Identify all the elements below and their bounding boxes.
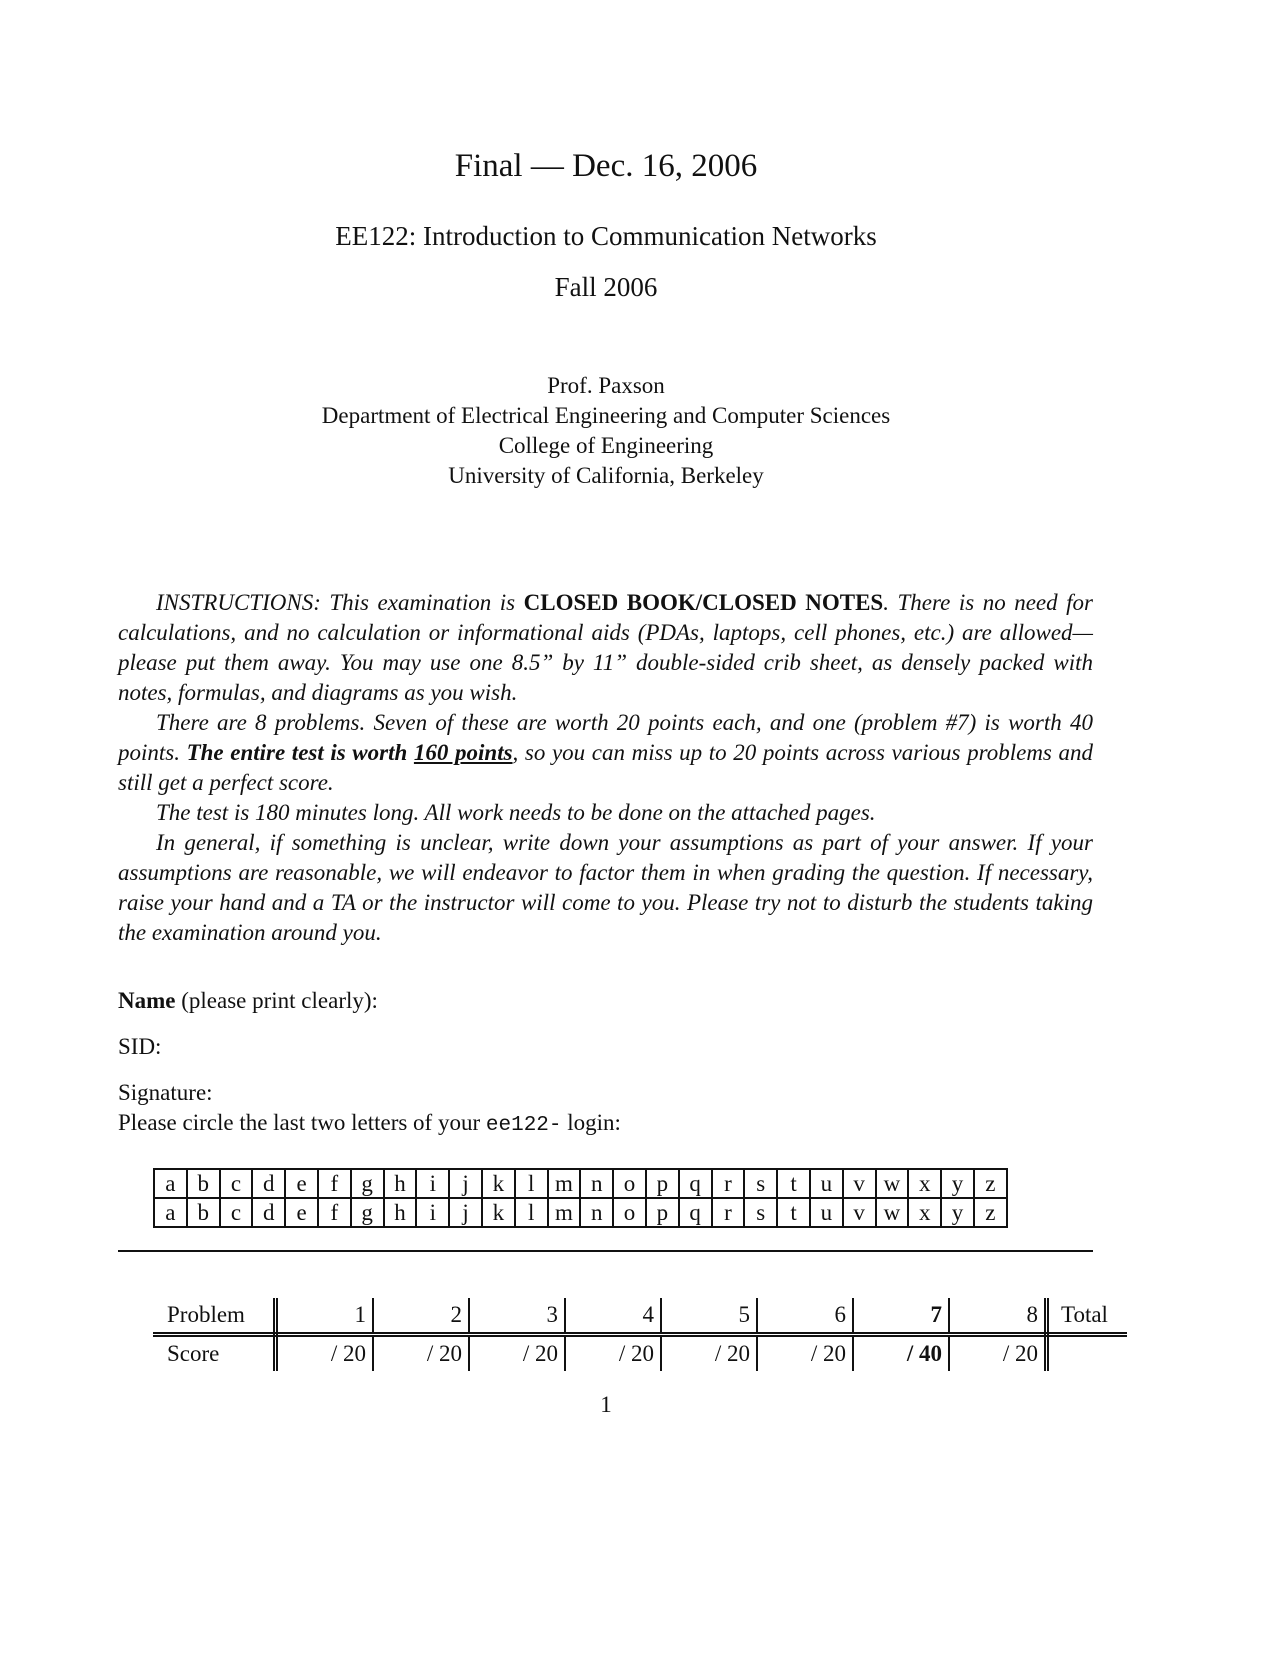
letter-cell[interactable]: k xyxy=(482,1169,515,1198)
letter-cell[interactable]: i xyxy=(416,1169,449,1198)
problem-number: 4 xyxy=(565,1298,661,1335)
letter-cell[interactable]: f xyxy=(318,1198,351,1227)
problem-number: 8 xyxy=(949,1298,1047,1335)
name-field[interactable]: Name (please print clearly): xyxy=(118,988,378,1013)
letter-cell[interactable]: m xyxy=(548,1198,581,1227)
letter-cell[interactable]: c xyxy=(220,1198,253,1227)
college: College of Engineering xyxy=(498,433,714,458)
letter-cell[interactable]: x xyxy=(908,1198,941,1227)
problem-number: 3 xyxy=(469,1298,565,1335)
letter-cell[interactable]: b xyxy=(187,1169,220,1198)
letter-cell[interactable]: l xyxy=(515,1198,548,1227)
course-title: EE122: Introduction to Communication Networks xyxy=(335,221,877,251)
letter-cell[interactable]: j xyxy=(449,1169,482,1198)
letter-cell[interactable]: j xyxy=(449,1198,482,1227)
professor: Prof. Paxson xyxy=(547,373,665,398)
letter-cell[interactable]: z xyxy=(974,1198,1007,1227)
term: Fall 2006 xyxy=(554,272,658,302)
letter-cell[interactable]: q xyxy=(679,1198,712,1227)
letter-row-first xyxy=(154,1169,1007,1198)
login-letter-grid xyxy=(153,1168,1008,1228)
letter-cell[interactable]: v xyxy=(843,1169,876,1198)
divider xyxy=(118,1250,1093,1252)
problem-number: 2 xyxy=(373,1298,469,1335)
problem-label: Problem xyxy=(153,1298,276,1335)
score-cell[interactable]: / 20 xyxy=(373,1335,469,1372)
closed-book-emphasis: CLOSED BOOK/CLOSED NOTES xyxy=(523,590,884,615)
letter-cell[interactable]: h xyxy=(384,1198,417,1227)
score-cell[interactable]: / 40 xyxy=(853,1335,949,1372)
letter-cell[interactable]: t xyxy=(777,1169,810,1198)
letter-cell[interactable]: b xyxy=(187,1198,220,1227)
letter-cell[interactable]: e xyxy=(285,1198,318,1227)
letter-cell[interactable]: e xyxy=(285,1169,318,1198)
total-points-emphasis: The entire test is worth 160 points xyxy=(186,740,513,765)
instructions-paragraph-4: In general, if something is unclear, write down your assumptions as part of your answer. If your assumptions are reasonable, we will endeavor to factor them in when grading the question. If necessary, raise your hand and a TA or the instructor will come to you. Please try not to disturb the students taking the examination around you. xyxy=(118,830,1093,945)
letter-cell[interactable]: u xyxy=(810,1169,843,1198)
instructions-paragraph-1: INSTRUCTIONS: This examination is CLOSED BOOK/CLOSED NOTES. There is no need for calculations, and no calculation or informational aids (PDAs, laptops, cell phones, etc.) are allowed—please put them away. You may use one 8.5” by 11” double-sided crib sheet, as densely packed with notes, formulas, and diagrams as you wish. xyxy=(118,590,1093,705)
letter-cell[interactable]: t xyxy=(777,1198,810,1227)
instructions xyxy=(118,588,1093,948)
problem-number: 6 xyxy=(757,1298,853,1335)
letter-cell[interactable]: u xyxy=(810,1198,843,1227)
letter-cell[interactable]: r xyxy=(712,1169,745,1198)
instructions-paragraph-3: The test is 180 minutes long. All work needs to be done on the attached pages. xyxy=(156,800,876,825)
score-cell[interactable]: / 20 xyxy=(565,1335,661,1372)
score-cell[interactable]: / 20 xyxy=(949,1335,1047,1372)
letter-cell[interactable]: x xyxy=(908,1169,941,1198)
letter-cell[interactable]: y xyxy=(941,1169,974,1198)
signature-field[interactable]: Signature: xyxy=(118,1080,213,1105)
score-cell[interactable]: / 20 xyxy=(469,1335,565,1372)
letter-cell[interactable]: r xyxy=(712,1198,745,1227)
letter-cell[interactable]: w xyxy=(876,1169,909,1198)
letter-cell[interactable]: s xyxy=(744,1198,777,1227)
letter-cell[interactable]: o xyxy=(613,1169,646,1198)
instructions-paragraph-2: There are 8 problems. Seven of these are worth 20 points each, and one (problem #7) is worth 40 points. The entire test is worth 160 points, so you can miss up to 20 points across various problems and still get a perfect score. xyxy=(118,710,1093,795)
name-label: Name xyxy=(118,988,176,1013)
letter-cell[interactable]: d xyxy=(252,1198,285,1227)
total-label: Total xyxy=(1047,1298,1128,1335)
letter-cell[interactable]: s xyxy=(744,1169,777,1198)
university: University of California, Berkeley xyxy=(448,463,764,488)
sid-field[interactable]: SID: xyxy=(118,1034,162,1059)
letter-cell[interactable]: q xyxy=(679,1169,712,1198)
letter-cell[interactable]: a xyxy=(154,1169,187,1198)
letter-cell[interactable]: n xyxy=(580,1169,613,1198)
letter-cell[interactable]: i xyxy=(416,1198,449,1227)
letter-cell[interactable]: p xyxy=(646,1169,679,1198)
page-number: 1 xyxy=(600,1392,612,1417)
letter-cell[interactable]: w xyxy=(876,1198,909,1227)
letter-row-second xyxy=(154,1198,1007,1227)
problem-number: 1 xyxy=(276,1298,374,1335)
letter-cell[interactable]: g xyxy=(351,1198,384,1227)
department: Department of Electrical Engineering and Computer Sciences xyxy=(321,403,891,428)
letter-cell[interactable]: d xyxy=(252,1169,285,1198)
score-cell[interactable]: / 20 xyxy=(276,1335,374,1372)
letter-cell[interactable]: l xyxy=(515,1169,548,1198)
letter-cell[interactable]: o xyxy=(613,1198,646,1227)
total-score-cell[interactable] xyxy=(1047,1335,1128,1372)
score-header-row xyxy=(153,1298,1127,1335)
letter-cell[interactable]: k xyxy=(482,1198,515,1227)
letter-cell[interactable]: a xyxy=(154,1198,187,1227)
problem-number: 7 xyxy=(853,1298,949,1335)
letter-cell[interactable]: z xyxy=(974,1169,1007,1198)
score-cell[interactable]: / 20 xyxy=(661,1335,757,1372)
score-cell[interactable]: / 20 xyxy=(757,1335,853,1372)
score-label: Score xyxy=(153,1335,276,1372)
login-instruction: Please circle the last two letters of your ee122- login: xyxy=(118,1110,621,1137)
letter-cell[interactable]: h xyxy=(384,1169,417,1198)
letter-cell[interactable]: v xyxy=(843,1198,876,1227)
letter-cell[interactable]: y xyxy=(941,1198,974,1227)
letter-cell[interactable]: f xyxy=(318,1169,351,1198)
letter-cell[interactable]: g xyxy=(351,1169,384,1198)
letter-cell[interactable]: n xyxy=(580,1198,613,1227)
letter-cell[interactable]: p xyxy=(646,1198,679,1227)
score-table xyxy=(153,1298,1127,1371)
score-row xyxy=(153,1335,1127,1372)
letter-cell[interactable]: m xyxy=(548,1169,581,1198)
letter-cell[interactable]: c xyxy=(220,1169,253,1198)
problem-number: 5 xyxy=(661,1298,757,1335)
exam-title: Final — Dec. 16, 2006 xyxy=(454,148,758,184)
